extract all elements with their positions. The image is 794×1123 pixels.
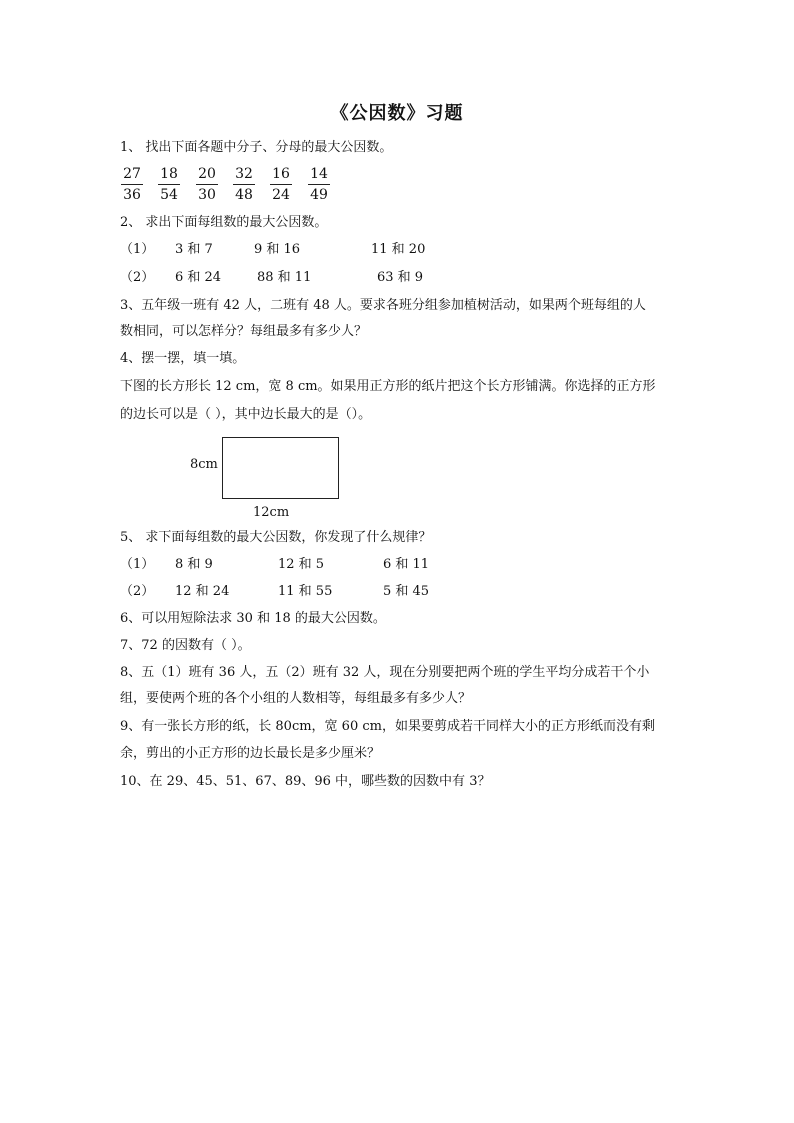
pair-b: 11 和 55 <box>278 584 333 599</box>
question-5: 5、 求下面每组数的最大公因数，你发现了什么规律？ <box>120 530 432 545</box>
fraction-bar <box>121 184 143 185</box>
pair-a: 8 和 9 <box>175 557 213 572</box>
pair-b: 9 和 16 <box>254 242 301 257</box>
fraction-4 <box>231 165 257 204</box>
question-6: 6、可以用短除法求 30 和 18 的最大公因数。 <box>120 611 386 626</box>
numerator: 20 <box>198 166 216 182</box>
row-label: （1） <box>120 557 155 572</box>
pair-b: 88 和 11 <box>257 270 312 285</box>
fraction-bar <box>196 184 218 185</box>
numerator: 14 <box>310 166 328 182</box>
fraction-5 <box>268 165 294 204</box>
rectangle-diagram <box>222 437 339 499</box>
fraction-bar <box>158 184 180 185</box>
fraction-bar <box>308 184 330 185</box>
question-9-line-2: 余，剪出的小正方形的边长最长是多少厘米？ <box>120 746 381 761</box>
rectangle-height-label: 8cm <box>190 457 218 472</box>
pair-c: 63 和 9 <box>377 270 424 285</box>
row-label: （2） <box>120 584 155 599</box>
question-10: 10、在 29、45、51、67、89、96 中，哪些数的因数中有 3？ <box>120 774 491 789</box>
question-8-line-1: 8、五（1）班有 36 人，五（2）班有 32 人，现在分别要把两个班的学生平均分成若干个小 <box>120 665 650 680</box>
page-title: 《公因数》习题 <box>330 103 464 124</box>
question-2: 2、 求出下面每组数的最大公因数。 <box>120 215 328 230</box>
denominator: 36 <box>123 187 141 203</box>
pair-c: 5 和 45 <box>383 584 430 599</box>
denominator: 24 <box>272 187 290 203</box>
question-9-line-1: 9、有一张长方形的纸，长 80cm，宽 60 cm，如果要剪成若干同样大小的正方形纸而没有剩 <box>120 719 655 734</box>
pair-a: 6 和 24 <box>175 270 222 285</box>
question-1: 1、 找出下面各题中分子、分母的最大公因数。 <box>120 140 393 155</box>
numerator: 16 <box>272 166 290 182</box>
fraction-1 <box>119 165 145 204</box>
numerator: 18 <box>160 166 178 182</box>
pair-c: 6 和 11 <box>383 557 430 572</box>
fraction-6 <box>306 165 332 204</box>
fraction-3 <box>194 165 220 204</box>
fraction-bar <box>233 184 255 185</box>
denominator: 54 <box>160 187 178 203</box>
numerator: 32 <box>235 166 253 182</box>
fraction-bar <box>270 184 292 185</box>
question-3-line-2: 数相同，可以怎样分？每组最多有多少人？ <box>120 324 368 339</box>
question-4-title: 4、摆一摆，填一填。 <box>120 351 246 366</box>
pair-b: 12 和 5 <box>278 557 325 572</box>
pair-a: 12 和 24 <box>175 584 230 599</box>
rectangle-width-label: 12cm <box>253 505 290 520</box>
question-4-line-1: 下图的长方形长 12 cm，宽 8 cm。如果用正方形的纸片把这个长方形铺满。你选择的正方形 <box>120 379 656 394</box>
question-4-line-2: 的边长可以是（ ），其中边长最大的是（）。 <box>120 407 372 422</box>
question-7: 7、72 的因数有（ ）。 <box>120 638 251 653</box>
row-label: （1） <box>120 242 155 257</box>
denominator: 30 <box>198 187 216 203</box>
pair-a: 3 和 7 <box>175 242 213 257</box>
denominator: 48 <box>235 187 253 203</box>
question-8-line-2: 组，要使两个班的各个小组的人数相等，每组最多有多少人？ <box>120 691 472 706</box>
question-3-line-1: 3、五年级一班有 42 人，二班有 48 人。要求各班分组参加植树活动，如果两个班每组的人 <box>120 298 646 313</box>
pair-c: 11 和 20 <box>371 242 426 257</box>
row-label: （2） <box>120 270 155 285</box>
numerator: 27 <box>123 166 141 182</box>
fraction-2 <box>156 165 182 204</box>
denominator: 49 <box>310 187 328 203</box>
